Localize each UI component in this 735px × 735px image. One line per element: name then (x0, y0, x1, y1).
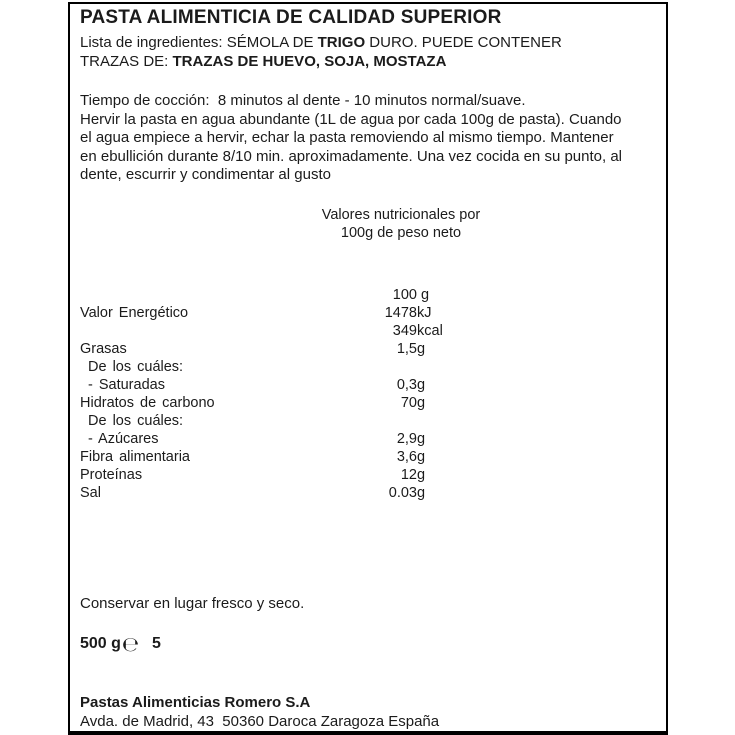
nutrition-row (80, 358, 462, 376)
traces-allergens: TRAZAS DE HUEVO, SOJA, MOSTAZA (172, 53, 447, 70)
net-weight (80, 631, 656, 656)
traces-prefix: TRAZAS DE: (80, 53, 173, 70)
nutrition-column-header-unit: g (417, 286, 430, 303)
nutrition-column-header: 100 (392, 286, 417, 303)
nutrient-unit: g (417, 484, 426, 501)
manufacturer-info (80, 693, 656, 731)
nutrient-unit: g (417, 376, 426, 393)
net-weight-amount: 500 g (80, 634, 121, 652)
storage-instructions: Conservar en lugar fresco y seco. (80, 594, 305, 612)
nutrient-unit: g (417, 466, 426, 483)
nutrition-row (80, 484, 462, 502)
cooking-text-line: el agua empiece a hervir, echar la pasta removiendo al mismo tiempo. Mantener (80, 129, 614, 146)
cooking-text-line: en ebullición durante 8/10 min. aproximadamente. Una vez cocida en su punto, al (80, 147, 622, 165)
nutrient-label: Sal (80, 484, 101, 501)
nutrition-table (80, 286, 462, 502)
cooking-time: Tiempo de cocción: 8 minutos al dente - 10 minutos normal/suave. (80, 92, 526, 109)
ingredient-allergen-trigo: TRIGO (317, 34, 366, 51)
nutrient-label (80, 322, 347, 340)
nutrient-label: De los cuáles: (88, 358, 184, 375)
nutrient-label: - Saturadas (88, 376, 165, 393)
product-title: PASTA ALIMENTICIA DE CALIDAD SUPERIOR (80, 7, 502, 28)
nutrient-value (347, 358, 417, 376)
ingredients-text: DURO. PUEDE CONTENER (365, 34, 562, 51)
manufacturer-address: Avda. de Madrid, 43 50360 Daroca Zaragoza España (80, 712, 440, 730)
nutrient-label: Proteínas (80, 466, 143, 483)
nutrient-label: Valor Energético (80, 304, 189, 321)
nutrition-heading (146, 206, 656, 243)
nutrient-label: Fibra alimentaria (80, 448, 190, 465)
nutrition-row (80, 340, 462, 358)
nutrient-value: 70 (400, 394, 417, 411)
nutrition-row (80, 430, 462, 448)
nutrient-unit: g (417, 394, 426, 411)
nutrient-unit: g (417, 430, 426, 447)
nutrient-label: De los cuáles: (88, 412, 184, 429)
nutrient-label: Grasas (80, 340, 127, 357)
nutrient-value: 1,5 (396, 340, 417, 357)
cooking-instructions (80, 92, 656, 185)
nutrient-value: 0,3 (396, 376, 417, 393)
ingredients-list (80, 33, 656, 71)
lot-number: 5 (152, 634, 161, 652)
nutrient-unit (417, 412, 462, 430)
nutrition-row (80, 412, 462, 430)
nutrient-unit: kJ (417, 304, 432, 321)
nutrition-row (80, 448, 462, 466)
nutrition-row (80, 394, 462, 412)
nutrition-row (80, 304, 462, 322)
cooking-text-line: Hervir la pasta en agua abundante (1L de agua por cada 100g de pasta). Cuando (80, 110, 622, 128)
nutrient-unit: g (417, 340, 426, 357)
product-label (68, 2, 668, 735)
nutrition-row (80, 466, 462, 484)
nutrient-unit: kcal (417, 322, 443, 339)
manufacturer-name: Pastas Alimenticias Romero S.A (80, 693, 311, 711)
ingredients-text: Lista de ingredientes: SÉMOLA DE (80, 34, 318, 51)
nutrient-label: Hidratos de carbono (80, 394, 215, 411)
nutrition-header-spacer (80, 286, 347, 304)
nutrition-row (80, 376, 462, 394)
estimated-sign-icon: ℮ (121, 631, 140, 656)
nutrition-heading-line2: 100g de peso neto (340, 225, 462, 241)
nutrient-value: 349 (392, 322, 417, 339)
nutrition-heading-line1: Valores nutricionales por (321, 206, 481, 223)
nutrient-value: 2,9 (396, 430, 417, 447)
nutrient-unit: g (417, 448, 426, 465)
nutrient-value: 12 (400, 466, 417, 483)
nutrition-header-row (80, 286, 462, 304)
cooking-text-line: dente, escurrir y condimentar al gusto (80, 166, 331, 183)
nutrient-value: 0.03 (388, 484, 417, 501)
nutrition-row (80, 322, 462, 340)
nutrient-value: 1478 (384, 304, 417, 321)
nutrient-value: 3,6 (396, 448, 417, 465)
nutrient-label: - Azúcares (88, 430, 159, 447)
nutrient-value (347, 412, 417, 430)
nutrient-unit (417, 358, 462, 376)
